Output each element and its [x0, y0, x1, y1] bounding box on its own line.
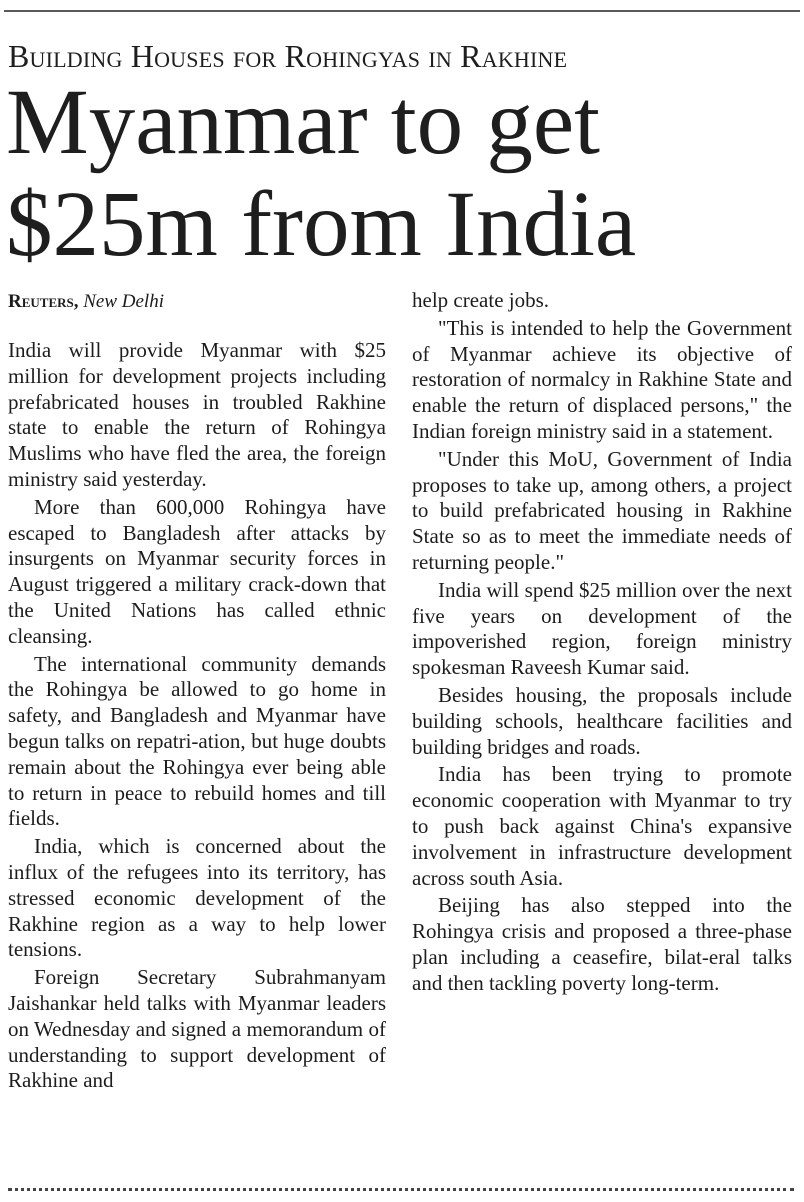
paragraph: India, which is concerned about the influx of the refugees into its territory, has stressed economic development of the Rakhine region as a way to help lower tensions.: [8, 834, 386, 962]
paragraph: help create jobs.: [412, 288, 550, 312]
paragraph: Foreign Secretary Subrahmanyam Jaishankar held talks with Myanmar leaders on Wednesday and signed a memorandum of understanding to support development of Rakhine and: [8, 965, 386, 1093]
byline: [8, 290, 164, 314]
paragraph: India will spend $25 million over the next five years on development of the impoverished region, foreign ministry spokesman Raveesh Kumar said.: [412, 577, 792, 680]
byline-agency: Reuters,: [8, 291, 79, 312]
paragraph: India will provide Myanmar with $25 million for development projects including prefabricated houses in troubled Rakhine state to enable the return of Rohingya Muslims who have fled the area, the foreign ministry said yesterday.: [8, 338, 386, 491]
paragraph: Besides housing, the proposals include building schools, healthcare facilities and building bridges and roads.: [412, 682, 792, 759]
headline-line-1: Myanmar to get: [6, 71, 601, 174]
paragraph: "This is intended to help the Government of Myanmar achieve its objective of restoration of normalcy in Rakhine State and enable the return of displaced persons," the Indian foreign ministry said in a statement.: [412, 315, 792, 443]
paragraph: More than 600,000 Rohingya have escaped to Bangladesh after attacks by insurgents on Myanmar security forces in August triggered a military crack-down that the United Nations has called ethnic cleansing.: [8, 494, 386, 648]
paragraph: India has been trying to promote economic cooperation with Myanmar to try to push back against China's expansive involvement in infrastructure development across south Asia.: [412, 762, 792, 890]
headline-line-2: $25m from India: [6, 173, 637, 276]
bottom-dotted-rule: [8, 1188, 794, 1191]
paragraph: Beijing has also stepped into the Rohingya crisis and proposed a three-phase plan including a ceasefire, bilat-eral talks and then tackling poverty long-term.: [412, 893, 792, 995]
top-rule: [4, 10, 800, 12]
left-column: [8, 338, 386, 1096]
paragraph: The international community demands the Rohingya be allowed to go home in safety, and Bangladesh and Myanmar have begun talks on repatri-ation, but huge doubts remain about the Rohingya ever being able to return in peace to rebuild homes and till fields.: [8, 651, 386, 831]
paragraph: "Under this MoU, Government of India proposes to take up, among others, a project to build prefabricated housing in Rakhine State so as to meet the immediate needs of returning people.": [412, 446, 792, 574]
byline-dateline: New Delhi: [83, 291, 164, 312]
article-headline: [6, 72, 802, 276]
right-column: [412, 288, 792, 999]
article-kicker: Building Houses for Rohingyas in Rakhine: [8, 38, 568, 74]
